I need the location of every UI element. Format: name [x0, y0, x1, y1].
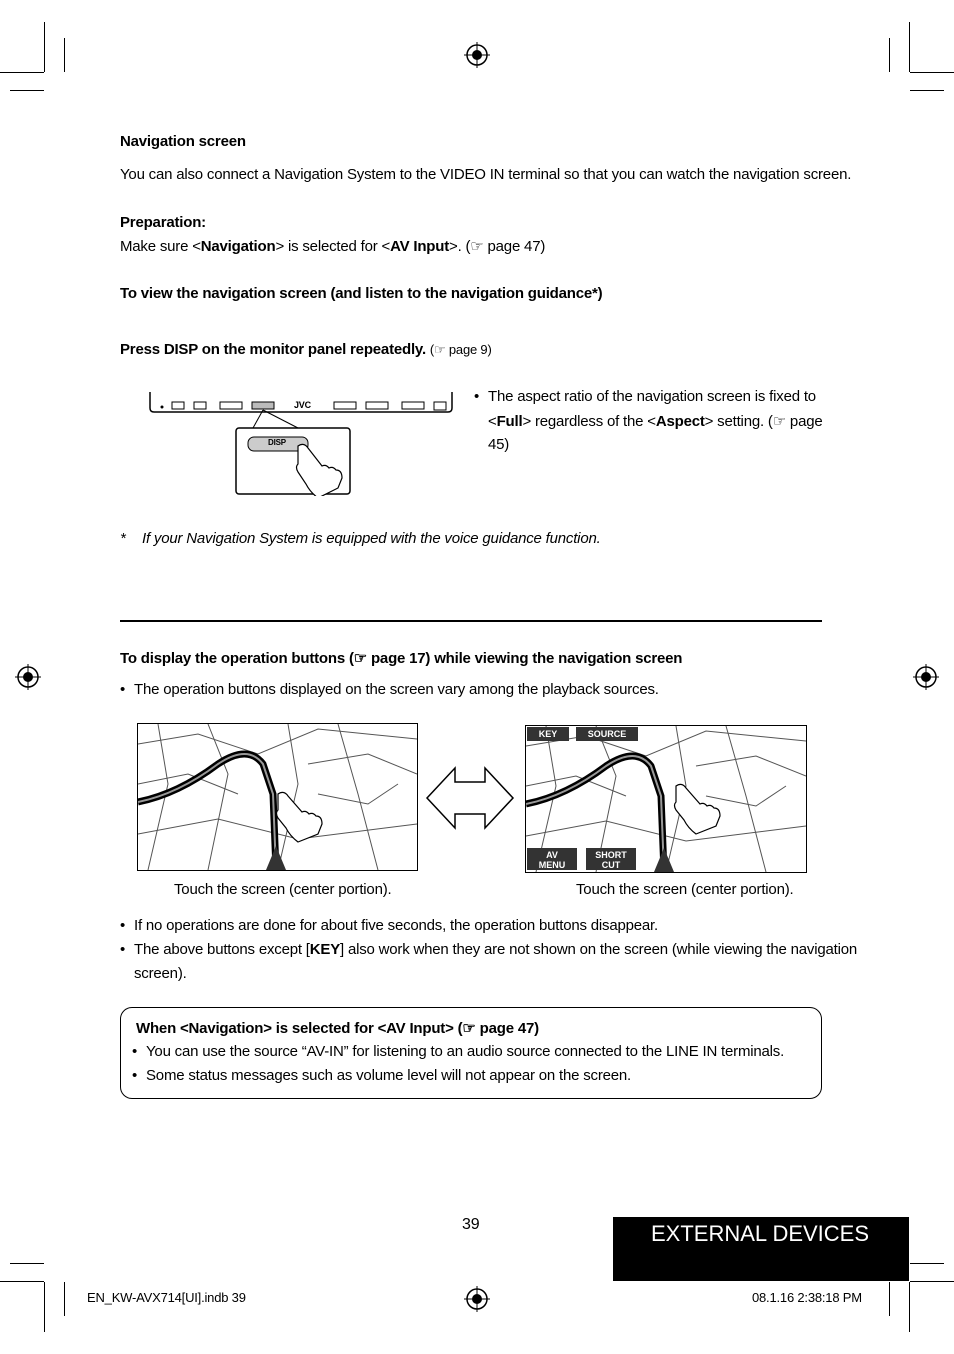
jvc-logo: JVC	[294, 400, 311, 410]
preparation-label: Preparation:	[120, 214, 206, 231]
registration-mark-icon	[15, 664, 41, 690]
aspect-ratio-note-line1: • The aspect ratio of the navigation screen is fixed to	[488, 388, 816, 405]
registration-mark-icon	[464, 42, 490, 68]
section-title-view-navigation: To view the navigation screen (and listen to the navigation guidance*)	[120, 285, 603, 302]
av-menu-button[interactable]: AV MENU	[527, 848, 577, 870]
section-title-navigation-screen: Navigation screen	[120, 133, 246, 150]
double-arrow-icon	[425, 764, 515, 832]
note-bullet-av-in: • You can use the source “AV-IN” for listening to an audio source connected to the LINE IN terminals.	[146, 1043, 784, 1060]
caption-right: Touch the screen (center portion).	[576, 881, 794, 898]
buttons-work-hidden-note-cont: screen).	[134, 965, 187, 982]
footnote-mark: *	[120, 530, 126, 547]
buttons-work-hidden-note: • The above buttons except [KEY] also work when they are not shown on the screen (while viewing the navigation	[134, 941, 857, 958]
buttons-disappear-note: • If no operations are done for about five seconds, the operation buttons disappear.	[134, 917, 658, 934]
note-title: When <Navigation> is selected for <AV Input> (☞ page 47)	[136, 1020, 539, 1037]
key-button[interactable]: KEY	[527, 727, 569, 741]
section-title-operation-buttons: To display the operation buttons (☞ page 17) while viewing the navigation screen	[120, 650, 683, 667]
intro-text: You can also connect a Navigation System to the VIDEO IN terminal so that you can watch the navigation screen.	[120, 166, 852, 183]
print-timestamp: 08.1.16 2:38:18 PM	[752, 1290, 862, 1305]
note-bullet-status-messages: • Some status messages such as volume level will not appear on the screen.	[146, 1067, 631, 1084]
step-instruction: Press DISP on the monitor panel repeatedly. (☞ page 9)	[120, 341, 492, 358]
buttons-vary-note: • The operation buttons displayed on the screen vary among the playback sources.	[134, 681, 659, 698]
aspect-ratio-note-line2: <Full> regardless of the <Aspect> setting. (☞ page	[488, 413, 823, 430]
aspect-ratio-note-line3: 45)	[488, 436, 510, 453]
footnote-text: If your Navigation System is equipped with the voice guidance function.	[142, 530, 601, 547]
disp-button-label: DISP	[268, 438, 286, 447]
section-divider	[120, 620, 822, 622]
section-tab	[613, 1217, 909, 1281]
page-number: 39	[462, 1216, 480, 1233]
navigation-map-with-buttons[interactable]	[525, 725, 807, 873]
registration-mark-icon	[464, 1286, 490, 1312]
registration-mark-icon	[913, 664, 939, 690]
section-tab-label: EXTERNAL DEVICES	[651, 1221, 870, 1246]
file-info: EN_KW-AVX714[UI].indb 39	[87, 1290, 246, 1305]
navigation-map-without-buttons[interactable]	[137, 723, 418, 871]
short-cut-button[interactable]: SHORT CUT	[586, 848, 636, 870]
preparation-text: Make sure <Navigation> is selected for <AV Input>. (☞ page 47)	[120, 238, 546, 255]
source-button[interactable]: SOURCE	[576, 727, 638, 741]
caption-left: Touch the screen (center portion).	[174, 881, 392, 898]
